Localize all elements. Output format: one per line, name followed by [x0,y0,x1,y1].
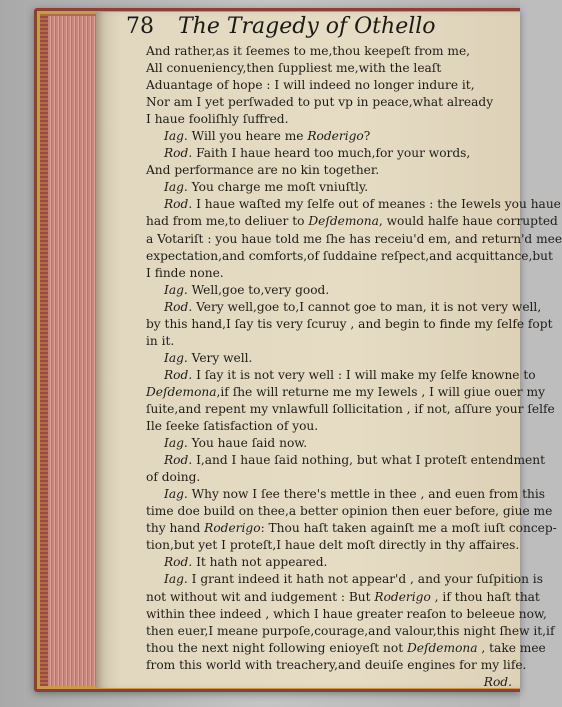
text-line [146,571,543,588]
italic-name: Roderigo [374,589,431,604]
line-text: a Votariſt : you haue told me ſhe has receiu'd em, and return'd mee [146,231,562,246]
page-edges [48,16,100,686]
text-line [146,231,562,248]
line-text: I grant indeed it hath not appear'd , and your ſuſpition is [191,572,543,587]
line-text: not without wit and iudgement : But [146,589,375,604]
line-text: ? [363,129,371,144]
line-text: thou the next night following enioyeſt not [146,640,407,655]
text-line [146,299,542,316]
text-line [146,282,514,299]
line-text: within thee indeed , which I haue greater reaſon to beleeue now, [146,606,547,621]
running-title: The Tragedy of Othello [178,14,436,39]
text-line [146,384,545,401]
text-line [146,94,514,111]
text-line [146,43,514,60]
text-line [146,179,514,196]
speaker-prefix: Rod. [164,367,193,382]
text-line [146,265,514,282]
text-line [146,657,527,674]
line-text: Faith I haue heard too much,for your words, [196,146,471,161]
italic-name: Deſdemona [146,384,217,399]
text-line [146,162,514,179]
text-line [146,452,546,469]
text-line [146,589,540,606]
text-line [146,606,547,623]
speaker-prefix: Iag. [164,129,188,144]
text-line [146,350,514,367]
line-text: Ile ſeeke ſatisfaction of you. [146,419,319,434]
line-text: thy hand [146,521,205,536]
line-text: of doing. [146,470,201,485]
text-line [146,213,558,230]
line-text: Very well,goe to,I cannot goe to man, it is not very well, [196,299,542,314]
text-line [146,111,514,128]
line-text: You haue ſaid now. [191,436,308,451]
text-line [146,469,514,486]
speaker-prefix: Iag. [164,487,188,502]
line-text: ſuite,and repent my vnlawfull ſollicitation , if not, aſſure your ſelfe [146,401,555,416]
line-text: expectation,and comforts,of ſuddaine reſpect,and acquittance,but [146,248,553,263]
text-line [146,196,561,213]
speaker-prefix: Iag. [164,180,188,195]
line-text: I,and I haue ſaid nothing, but what I proteſt entendment [196,453,546,468]
text-line [146,435,514,452]
speaker-prefix: Rod. [164,555,193,570]
line-text: tion,but yet I proteſt,I haue delt moſt directly in thy affaires. [146,538,520,553]
text-line [146,128,514,145]
line-text: You charge me moſt vniuſtly. [191,180,369,195]
running-head [126,14,516,40]
text-line [146,60,514,77]
line-text: then euer,I meane purpoſe,courage,and valour,this night ſhew it,if [146,623,555,638]
text-line [146,520,557,537]
line-text: had from me,to deliuer to [146,214,309,229]
line-text: , would halfe haue corrupted [378,214,558,229]
italic-name: Deſdemona [308,214,379,229]
text-line [146,367,536,384]
speaker-prefix: Rod. [164,197,193,212]
speaker-prefix: Iag. [164,572,188,587]
line-text: Will you heare me [191,129,308,144]
text-line [146,554,514,571]
text-line [146,503,553,520]
line-text: All conueniency,then ſuppliest me,with the leaſt [146,61,442,76]
text-line [146,333,514,350]
line-text: time doe build on thee,a better opinion then euer before, giue me [146,504,553,519]
line-text: And performance are no kin together. [146,163,380,178]
text-line [146,486,546,503]
line-text: , if thou haſt that [430,589,540,604]
line-text: I finde none. [146,265,224,280]
speaker-prefix: Iag. [164,282,188,297]
book-page [96,12,562,689]
line-text: It hath not appeared. [196,555,328,570]
line-text: Very well. [191,350,253,365]
line-text: in it. [146,333,175,348]
line-text: I haue waſted my ſelfe out of meanes : the Iewels you haue [196,197,561,212]
italic-name: Roderigo [204,521,261,536]
text-line [146,316,553,333]
line-text: : Thou haſt taken againſt me a moſt iuſt concep- [260,521,557,536]
italic-name: Roderigo [307,129,364,144]
text-line [146,401,555,418]
speaker-prefix: Iag. [164,350,188,365]
line-text: I ſay it is not very well : I will make my ſelfe knowne to [196,367,536,382]
speaker-prefix: Rod. [164,299,193,314]
line-text: Aduantage of hope : I will indeed no longer indure it, [146,78,475,93]
line-text: Nor am I yet perſwaded to put vp in peace,what already [146,95,494,110]
page-number: 78 [126,14,154,39]
line-text: ,if ſhe will returne me my Iewels , I will giue ouer my [216,384,545,399]
text-line [146,537,520,554]
line-text: from this world with treachery,and deuiſe engines for my life. [146,657,527,672]
speaker-prefix: Iag. [164,436,188,451]
line-text: I haue fooliſhly ſuffred. [146,112,289,127]
text-line [146,77,514,94]
speaker-prefix: Rod. [164,453,193,468]
line-text: Why now I ſee there's mettle in thee , and euen from this [191,487,546,502]
text-line [146,640,546,657]
italic-name: Deſdemona [407,640,478,655]
line-text: Well,goe to,very good. [191,282,330,297]
text-line [146,623,555,640]
text-line [146,248,553,265]
text-line [146,145,514,162]
speaker-prefix: Rod. [164,146,193,161]
text-line [146,418,514,435]
line-text: , take mee [477,640,546,655]
catchword: Rod. [483,674,512,689]
line-text: by this hand,I ſay tis very ſcuruy , and begin to finde my ſelfe fopt [146,316,553,331]
play-text [146,43,562,691]
line-text: And rather,as it ſeemes to me,thou keepeſt from me, [146,44,471,58]
